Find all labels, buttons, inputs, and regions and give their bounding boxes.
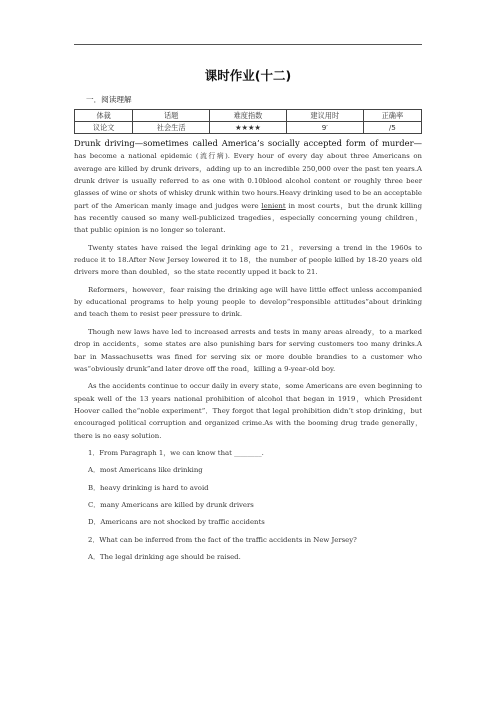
question-1-stem: 1．From Paragraph 1，we can know that ________.: [88, 448, 264, 457]
passage-paragraph-5: As the accidents continue to occur daily in every state，some Americans are even beginning to speak well of the 13 years national prohibition of alcohol that began in 1919，which President Hoover called the“noble experiment”．They forgot that legal prohibition didn’t stop drinking，but encouraged political corruption and organized crime.As with the booming drug trade generally，there is no easy solution.: [74, 382, 422, 440]
question-2-stem: 2．What can be inferred from the fact of the traffic accidents in New Jersey?: [88, 535, 357, 544]
passage-paragraph-2: Twenty states have raised the legal drinking age to 21，reversing a trend in the 1960s to reduce it to 18.After New Jersey lowered it to 18，the number of people killed by 18-20 years old drivers more than doubled，so the state recently upped it back to 21.: [74, 243, 422, 277]
meta-header-genre: 体裁: [75, 110, 133, 122]
passage-paragraph-3: Reformers，however，fear raising the drinking age will have little effect unless accompanied by educational programs to help young people to develop“responsible attitudes”about drinking and teach them to resist peer pressure to drink.: [74, 285, 422, 319]
meta-header-accuracy: 正确率: [363, 110, 421, 122]
passage-paragraph-4: Though new laws have led to increased arrests and tests in many areas already，to a marked drop in accidents，some states are also punishing bars for serving customers too many drinks.A bar in Massachusetts was fined for serving six or more double brandies to a customer who was“obviously drunk”and later drove off the road，killing a 9-year-old boy.: [74, 327, 422, 373]
meta-table-header-row: [75, 110, 422, 122]
paragraph-1-text-b: in most courts，but the drunk killing has recently caused so many well-publicized tragedies，especially concerning young children，that public opinion is no longer so tolerant.: [74, 201, 422, 235]
question-1-option-d: D．Americans are not shocked by traffic accidents: [88, 518, 265, 527]
meta-header-difficulty: 难度指数: [210, 110, 287, 122]
question-1-option-c: C．many Americans are killed by drunk drivers: [88, 500, 254, 509]
meta-value-difficulty: ★★★★: [210, 122, 287, 134]
question-1-option-a: A．most Americans like drinking: [88, 466, 203, 475]
meta-value-time: 9′: [286, 122, 363, 134]
header-rule: [74, 44, 422, 45]
meta-value-accuracy: /5: [363, 122, 421, 134]
meta-header-time: 建议用时: [286, 110, 363, 122]
paragraph-1-text-a: has become a national epidemic (流行病). Every hour of every day about three Americans on average are killed by drunk drivers，adding up to an incredible 250,000 over the past ten years.A drunk driver is usually referred to as one with 0.10blood alcohol content or roughly three beer glasses of wine or shots of whisky drunk within two hours.Heavy drinking used to be an acceptable part of the American manly image and judges were: [74, 152, 422, 210]
meta-value-genre: 议论文: [75, 122, 133, 134]
meta-table: [74, 109, 422, 134]
passage-paragraph-1: [74, 137, 422, 237]
page-title: 课时作业(十二): [204, 68, 292, 83]
document-body: [74, 137, 422, 563]
underlined-word: lenient: [261, 201, 286, 210]
question-1-option-b: B．heavy drinking is hard to avoid: [88, 483, 209, 492]
meta-table-value-row: [75, 122, 422, 134]
paragraph-1-lead: Drunk driving—sometimes called America’s socially accepted form of murder—: [74, 138, 422, 148]
section-heading: 一．阅读理解: [86, 95, 132, 104]
meta-header-topic: 话题: [133, 110, 210, 122]
question-2-option-a: A．The legal drinking age should be raised.: [88, 552, 241, 561]
meta-value-topic: 社会生活: [133, 122, 210, 134]
